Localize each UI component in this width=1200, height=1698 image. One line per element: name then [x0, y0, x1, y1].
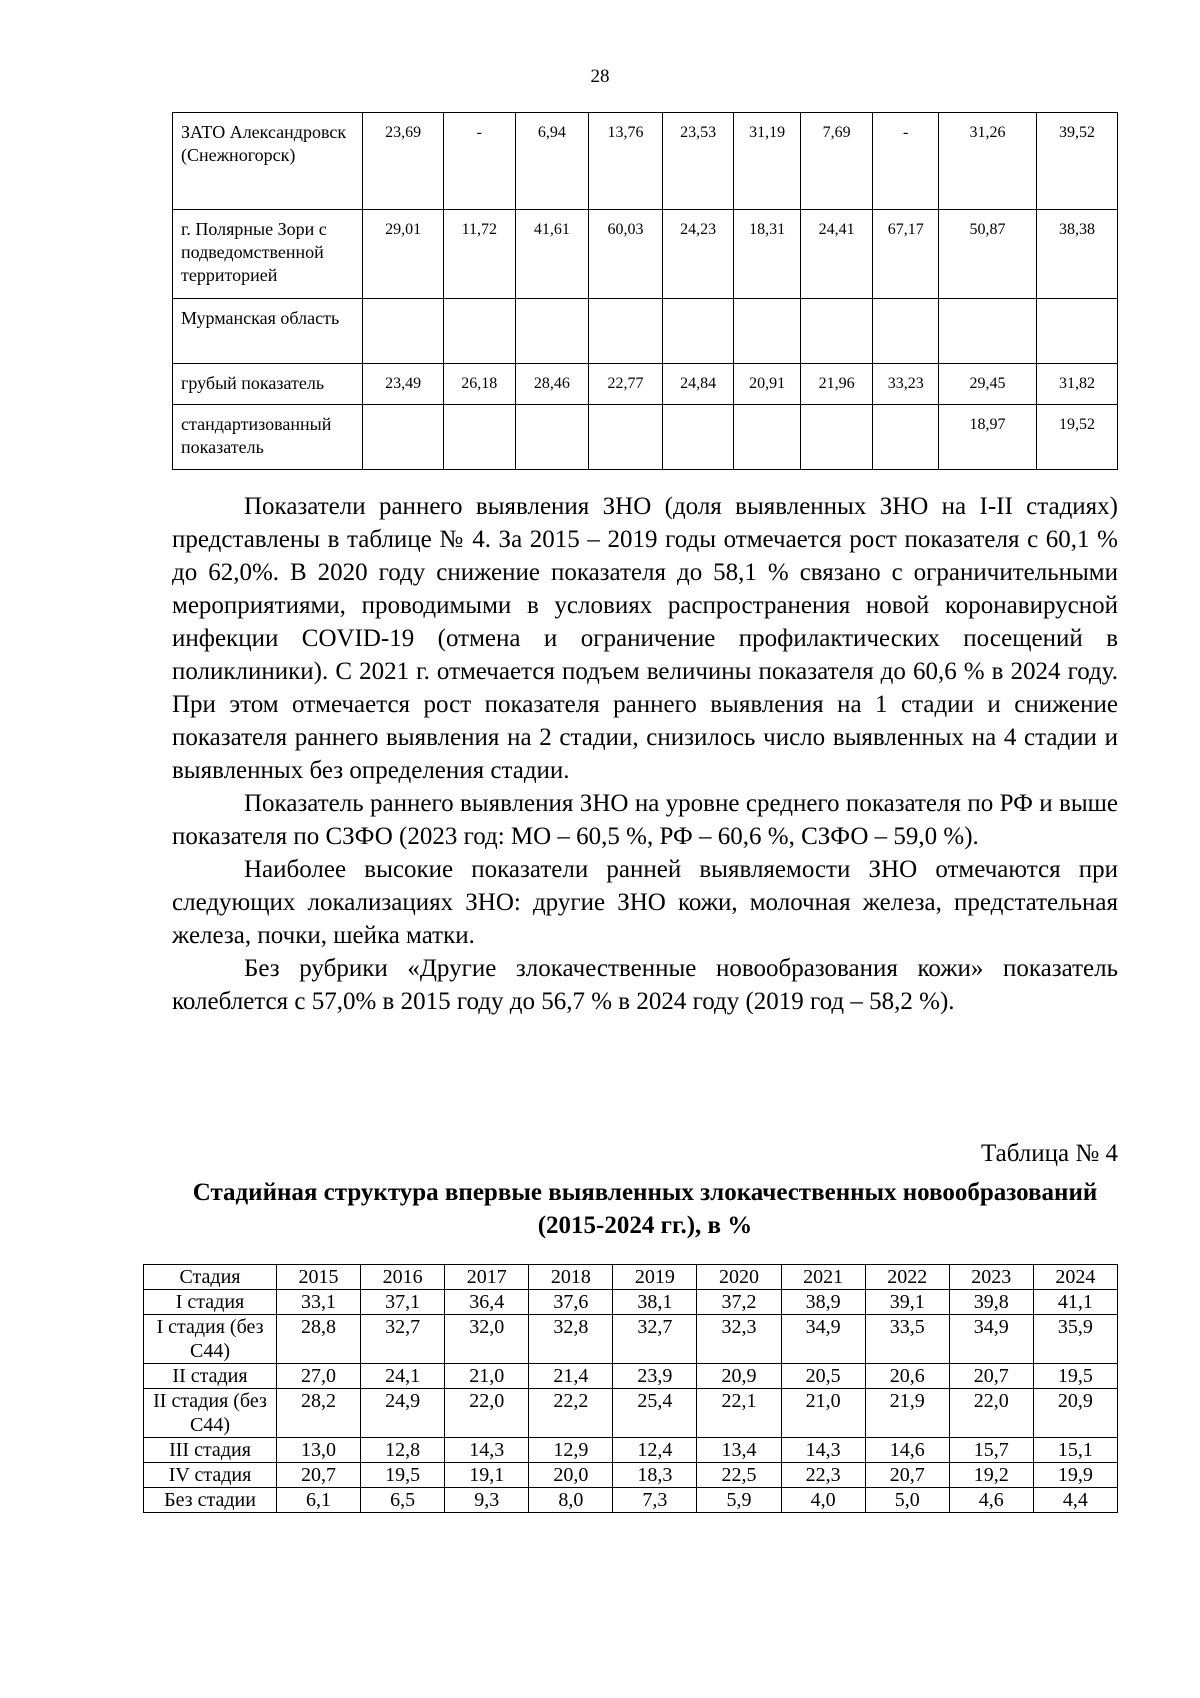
- table-cell: 39,1: [865, 1290, 949, 1315]
- table-cell: 6,1: [277, 1488, 361, 1513]
- table-cell: [662, 299, 734, 364]
- table-cell: 7,69: [800, 113, 873, 210]
- table-cell: 35,9: [1033, 1315, 1117, 1364]
- table-cell: 29,01: [363, 210, 444, 299]
- table-cell: [363, 405, 444, 470]
- table-cell: 19,5: [1033, 1364, 1117, 1389]
- table-cell: 12,9: [529, 1438, 613, 1463]
- table-row: [173, 364, 1118, 405]
- table-cell: [444, 299, 516, 364]
- table-cell: 18,97: [938, 405, 1036, 470]
- table-cell: [873, 405, 938, 470]
- table-cell: 20,9: [697, 1364, 781, 1389]
- table-cell: 21,0: [781, 1389, 865, 1438]
- paragraph: Наиболее высокие показатели ранней выявляемости ЗНО отмечаются при следующих локализациях ЗНО: другие ЗНО кожи, молочная железа, предстательная железа, почки, шейка матки.: [172, 856, 1118, 949]
- table-cell: 19,2: [949, 1463, 1033, 1488]
- table-cell: 34,9: [949, 1315, 1033, 1364]
- table-cell: 20,9: [1033, 1389, 1117, 1438]
- table-cell: 39,8: [949, 1290, 1033, 1315]
- table-cell: 27,0: [277, 1364, 361, 1389]
- table-cell: 32,7: [613, 1315, 697, 1364]
- table-cell: [800, 405, 873, 470]
- table-cell: [734, 299, 800, 364]
- table-cell: 22,5: [697, 1463, 781, 1488]
- table-row: [173, 405, 1118, 470]
- table-cell: 22,77: [589, 364, 663, 405]
- table-cell: 12,8: [361, 1438, 445, 1463]
- paragraph: Показатель раннего выявления ЗНО на уровне среднего показателя по РФ и выше показателя по СЗФО (2023 год: МО – 60,5 %, РФ – 60,6 %, СЗФО – 59,0 %).: [172, 790, 1118, 850]
- table-row: [173, 299, 1118, 364]
- district-rates-table: [172, 112, 1118, 470]
- body-text: [172, 490, 1118, 1018]
- table-cell: 32,7: [361, 1315, 445, 1364]
- table-cell: [515, 299, 589, 364]
- table-row: [144, 1290, 1118, 1315]
- table-cell: 6,5: [361, 1488, 445, 1513]
- row-label: Мурманская область: [173, 299, 363, 364]
- table-cell: 20,7: [949, 1364, 1033, 1389]
- table-cell: [444, 405, 516, 470]
- table-cell: 60,03: [589, 210, 663, 299]
- table-cell: 21,9: [865, 1389, 949, 1438]
- column-header: 2016: [361, 1265, 445, 1290]
- column-header: 2018: [529, 1265, 613, 1290]
- table-cell: 31,19: [734, 113, 800, 210]
- table-cell: 8,0: [529, 1488, 613, 1513]
- table-cell: 11,72: [444, 210, 516, 299]
- table-cell: 13,76: [589, 113, 663, 210]
- stage-label: I стадия (без С44): [144, 1315, 277, 1364]
- table-row: [144, 1364, 1118, 1389]
- table-cell: 37,1: [361, 1290, 445, 1315]
- table-cell: 5,0: [865, 1488, 949, 1513]
- table-cell: 19,1: [445, 1463, 529, 1488]
- stage-label: III стадия: [144, 1438, 277, 1463]
- table-cell: 22,1: [697, 1389, 781, 1438]
- column-header: 2019: [613, 1265, 697, 1290]
- row-label: ЗАТО Александровск (Снежногорск): [173, 113, 363, 210]
- table-label: Таблица № 4: [980, 1140, 1118, 1167]
- table-cell: 23,9: [613, 1364, 697, 1389]
- table-cell: 20,7: [865, 1463, 949, 1488]
- table-cell: 28,2: [277, 1389, 361, 1438]
- table-cell: 14,3: [781, 1438, 865, 1463]
- table-cell: -: [873, 113, 938, 210]
- table-cell: 37,2: [697, 1290, 781, 1315]
- table-cell: 18,3: [613, 1463, 697, 1488]
- table-cell: 14,3: [445, 1438, 529, 1463]
- table-cell: 19,9: [1033, 1463, 1117, 1488]
- stage-label: II стадия: [144, 1364, 277, 1389]
- column-header: 2020: [697, 1265, 781, 1290]
- table-cell: [589, 299, 663, 364]
- table-cell: 41,61: [515, 210, 589, 299]
- table-cell: 28,8: [277, 1315, 361, 1364]
- table-cell: 23,49: [363, 364, 444, 405]
- table-cell: 20,6: [865, 1364, 949, 1389]
- table-cell: 15,7: [949, 1438, 1033, 1463]
- table-cell: 26,18: [444, 364, 516, 405]
- table-cell: 9,3: [445, 1488, 529, 1513]
- column-header: 2021: [781, 1265, 865, 1290]
- table-cell: 13,4: [697, 1438, 781, 1463]
- column-header: Стадия: [144, 1265, 277, 1290]
- table-cell: 4,4: [1033, 1488, 1117, 1513]
- table-cell: 33,5: [865, 1315, 949, 1364]
- table-cell: 20,7: [277, 1463, 361, 1488]
- table-cell: 20,5: [781, 1364, 865, 1389]
- table-cell: 21,0: [445, 1364, 529, 1389]
- table-cell: 22,2: [529, 1389, 613, 1438]
- table-cell: 12,4: [613, 1438, 697, 1463]
- table-cell: 33,23: [873, 364, 938, 405]
- paragraph: Показатели раннего выявления ЗНО (доля выявленных ЗНО на I-II стадиях) представлены в таблице № 4. За 2015 – 2019 годы отмечается рост показателя с 60,1 % до 62,0%. В 2020 году снижение показателя до 58,1 % связано с ограничительными мероприятиями, проводимыми в условиях распространения новой коронавирусной инфекции COVID-19 (отмена и ограничение профилактических посещений в поликлиники). С 2021 г. отмечается подъем величины показателя до 60,6 % в 2024 году. При этом отмечается рост показателя раннего выявления на 1 стадии и снижение показателя раннего выявления на 2 стадии, снизилось число выявленных на 4 стадии и выявленных без определения стадии.: [172, 493, 1118, 784]
- table-cell: [873, 299, 938, 364]
- table-cell: 32,3: [697, 1315, 781, 1364]
- table-cell: [1037, 299, 1118, 364]
- table-cell: 23,53: [662, 113, 734, 210]
- table-cell: 23,69: [363, 113, 444, 210]
- row-label: г. Полярные Зори с подведомственной территорией: [173, 210, 363, 299]
- table-cell: 67,17: [873, 210, 938, 299]
- table-cell: 29,45: [938, 364, 1036, 405]
- table-cell: 24,9: [361, 1389, 445, 1438]
- table-cell: 4,6: [949, 1488, 1033, 1513]
- table-row: [144, 1463, 1118, 1488]
- table-cell: 20,91: [734, 364, 800, 405]
- table-cell: 22,0: [949, 1389, 1033, 1438]
- table-cell: 36,4: [445, 1290, 529, 1315]
- table-row: [144, 1315, 1118, 1364]
- table-cell: 21,4: [529, 1364, 613, 1389]
- table-cell: [800, 299, 873, 364]
- column-header: 2023: [949, 1265, 1033, 1290]
- table-cell: 14,6: [865, 1438, 949, 1463]
- table-cell: 39,52: [1037, 113, 1118, 210]
- table-cell: 5,9: [697, 1488, 781, 1513]
- table-cell: 41,1: [1033, 1290, 1117, 1315]
- table-cell: 25,4: [613, 1389, 697, 1438]
- column-header: 2024: [1033, 1265, 1117, 1290]
- row-label: стандартизованный показатель: [173, 405, 363, 470]
- stage-label: II стадия (без С44): [144, 1389, 277, 1438]
- table-cell: 21,96: [800, 364, 873, 405]
- table-cell: 20,0: [529, 1463, 613, 1488]
- table-row: [144, 1389, 1118, 1438]
- table-cell: 22,0: [445, 1389, 529, 1438]
- table-cell: [515, 405, 589, 470]
- table-cell: 15,1: [1033, 1438, 1117, 1463]
- table-cell: 7,3: [613, 1488, 697, 1513]
- row-label: грубый показатель: [173, 364, 363, 405]
- table-cell: 4,0: [781, 1488, 865, 1513]
- table-cell: 37,6: [529, 1290, 613, 1315]
- table-row: [144, 1488, 1118, 1513]
- table-cell: 24,41: [800, 210, 873, 299]
- column-header: 2015: [277, 1265, 361, 1290]
- table-cell: 13,0: [277, 1438, 361, 1463]
- table-cell: 24,23: [662, 210, 734, 299]
- stage-label: I стадия: [144, 1290, 277, 1315]
- table-cell: 28,46: [515, 364, 589, 405]
- table-cell: 34,9: [781, 1315, 865, 1364]
- table-cell: 31,26: [938, 113, 1036, 210]
- table-cell: 38,38: [1037, 210, 1118, 299]
- table-cell: 6,94: [515, 113, 589, 210]
- table-cell: -: [444, 113, 516, 210]
- table-cell: 38,1: [613, 1290, 697, 1315]
- stage-label: Без стадии: [144, 1488, 277, 1513]
- table-cell: 18,31: [734, 210, 800, 299]
- table-cell: 32,0: [445, 1315, 529, 1364]
- table-row: [173, 210, 1118, 299]
- table-cell: 33,1: [277, 1290, 361, 1315]
- table-cell: 19,52: [1037, 405, 1118, 470]
- table-cell: [734, 405, 800, 470]
- table-cell: 24,1: [361, 1364, 445, 1389]
- table-cell: [662, 405, 734, 470]
- table-cell: 32,8: [529, 1315, 613, 1364]
- column-header: 2022: [865, 1265, 949, 1290]
- column-header: 2017: [445, 1265, 529, 1290]
- stage-structure-table: [143, 1264, 1118, 1513]
- stage-label: IV стадия: [144, 1463, 277, 1488]
- table-cell: 19,5: [361, 1463, 445, 1488]
- table-cell: 38,9: [781, 1290, 865, 1315]
- paragraph: Без рубрики «Другие злокачественные новообразования кожи» показатель колеблется с 57,0% в 2015 году до 56,7 % в 2024 году (2019 год – 58,2 %).: [172, 955, 1118, 1015]
- table-cell: 31,82: [1037, 364, 1118, 405]
- table-cell: 24,84: [662, 364, 734, 405]
- table-header-row: [144, 1265, 1118, 1290]
- table-cell: [589, 405, 663, 470]
- table-row: [173, 113, 1118, 210]
- table-title: Стадийная структура впервые выявленных злокачественных новообразований (2015-2024 гг.), в %: [192, 1179, 1098, 1239]
- table-cell: 22,3: [781, 1463, 865, 1488]
- table-cell: [363, 299, 444, 364]
- table-cell: [938, 299, 1036, 364]
- table-cell: 50,87: [938, 210, 1036, 299]
- page-number: 28: [590, 66, 610, 87]
- table-row: [144, 1438, 1118, 1463]
